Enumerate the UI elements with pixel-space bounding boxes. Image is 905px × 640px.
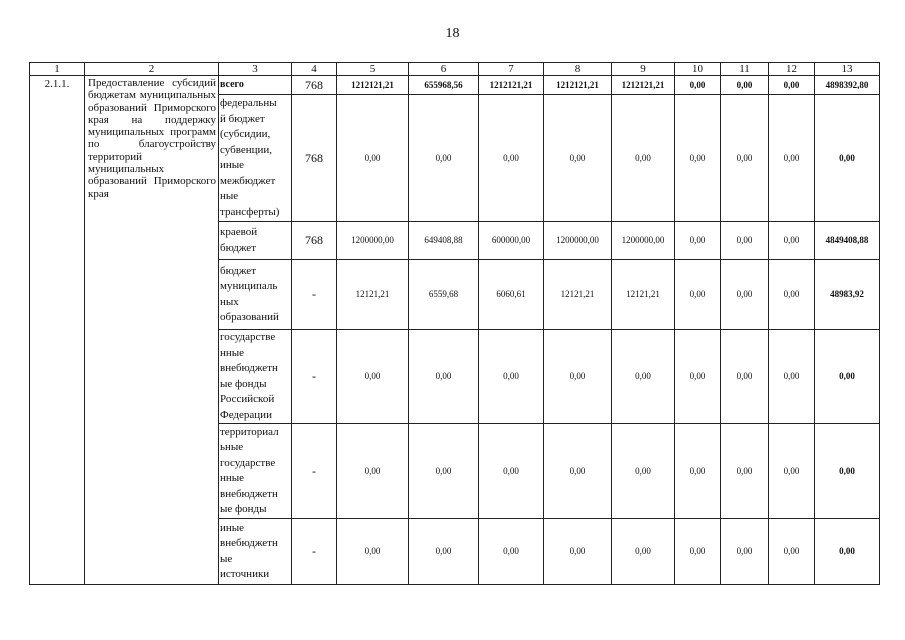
value-cell: 0,00 [675,95,721,222]
funding-source: краевой бюджет [219,222,292,260]
value-cell: 0,00 [769,222,815,260]
value-cell: 0,00 [721,260,769,330]
total-cell: 4849408,88 [815,222,880,260]
value-cell: 1200000,00 [544,222,612,260]
value-cell: 600000,00 [479,222,544,260]
value-cell: 0,00 [409,519,479,585]
value-cell: 0,00 [337,519,409,585]
column-number-row [30,63,880,76]
value-cell: 0,00 [721,424,769,519]
value-cell: 12121,21 [337,260,409,330]
budget-code: - [292,260,337,330]
column-number: 7 [479,63,544,76]
budget-code: 768 [292,222,337,260]
value-cell: 1212121,21 [479,76,544,95]
value-cell: 649408,88 [409,222,479,260]
total-cell: 4898392,80 [815,76,880,95]
value-cell: 0,00 [769,519,815,585]
value-cell: 0,00 [675,330,721,424]
budget-code: - [292,330,337,424]
value-cell: 0,00 [675,260,721,330]
value-cell: 6060,61 [479,260,544,330]
value-cell: 1200000,00 [337,222,409,260]
value-cell: 0,00 [612,95,675,222]
value-cell: 0,00 [675,424,721,519]
value-cell: 0,00 [769,424,815,519]
budget-code: 768 [292,76,337,95]
value-cell: 0,00 [544,424,612,519]
budget-table [29,62,880,585]
column-number: 12 [769,63,815,76]
value-cell: 0,00 [479,95,544,222]
value-cell: 0,00 [721,222,769,260]
value-cell: 0,00 [721,519,769,585]
value-cell: 0,00 [544,95,612,222]
column-number: 4 [292,63,337,76]
budget-code: 768 [292,95,337,222]
value-cell: 0,00 [612,330,675,424]
value-cell: 12121,21 [612,260,675,330]
value-cell: 0,00 [479,330,544,424]
value-cell: 1200000,00 [612,222,675,260]
budget-code: - [292,519,337,585]
value-cell: 0,00 [769,260,815,330]
item-name: Предоставление субсидий бюджетам муниципальных образований Приморского края на поддержку муниципальных программ по благоустройству территорий муниципальных образований Приморского края [85,76,219,585]
total-cell: 0,00 [815,330,880,424]
value-cell: 0,00 [337,424,409,519]
value-cell: 0,00 [675,519,721,585]
budget-code: - [292,424,337,519]
column-number: 3 [219,63,292,76]
value-cell: 0,00 [769,330,815,424]
value-cell: 1212121,21 [337,76,409,95]
total-cell: 0,00 [815,424,880,519]
value-cell: 12121,21 [544,260,612,330]
column-number: 10 [675,63,721,76]
column-number: 9 [612,63,675,76]
funding-source: территориал ьные государстве нные внебюджетн ые фонды [219,424,292,519]
funding-source: федеральны й бюджет (субсидии, субвенции, иные межбюджет ные трансферты) [219,95,292,222]
page-number: 18 [445,26,460,41]
value-cell: 0,00 [479,519,544,585]
value-cell: 0,00 [544,519,612,585]
value-cell: 0,00 [675,76,721,95]
column-number: 5 [337,63,409,76]
funding-source: иные внебюджетн ые источники [219,519,292,585]
funding-source: всего [219,76,292,95]
value-cell: 0,00 [721,330,769,424]
value-cell: 0,00 [612,519,675,585]
value-cell: 0,00 [409,424,479,519]
column-number: 8 [544,63,612,76]
value-cell: 0,00 [337,95,409,222]
value-cell: 1212121,21 [544,76,612,95]
value-cell: 0,00 [612,424,675,519]
table-row [30,76,880,95]
item-number: 2.1.1. [30,76,85,585]
value-cell: 0,00 [675,222,721,260]
value-cell: 0,00 [721,76,769,95]
total-cell: 0,00 [815,519,880,585]
column-number: 1 [30,63,85,76]
value-cell: 0,00 [409,330,479,424]
value-cell: 6559,68 [409,260,479,330]
value-cell: 1212121,21 [612,76,675,95]
value-cell: 0,00 [769,95,815,222]
funding-source: бюджет муниципаль ных образований [219,260,292,330]
total-cell: 48983,92 [815,260,880,330]
column-number: 2 [85,63,219,76]
value-cell: 0,00 [479,424,544,519]
value-cell: 0,00 [337,330,409,424]
funding-source: государстве нные внебюджетн ые фонды Российской Федерации [219,330,292,424]
column-number: 6 [409,63,479,76]
value-cell: 0,00 [721,95,769,222]
value-cell: 0,00 [409,95,479,222]
value-cell: 655968,56 [409,76,479,95]
value-cell: 0,00 [544,330,612,424]
total-cell: 0,00 [815,95,880,222]
column-number: 13 [815,63,880,76]
column-number: 11 [721,63,769,76]
value-cell: 0,00 [769,76,815,95]
